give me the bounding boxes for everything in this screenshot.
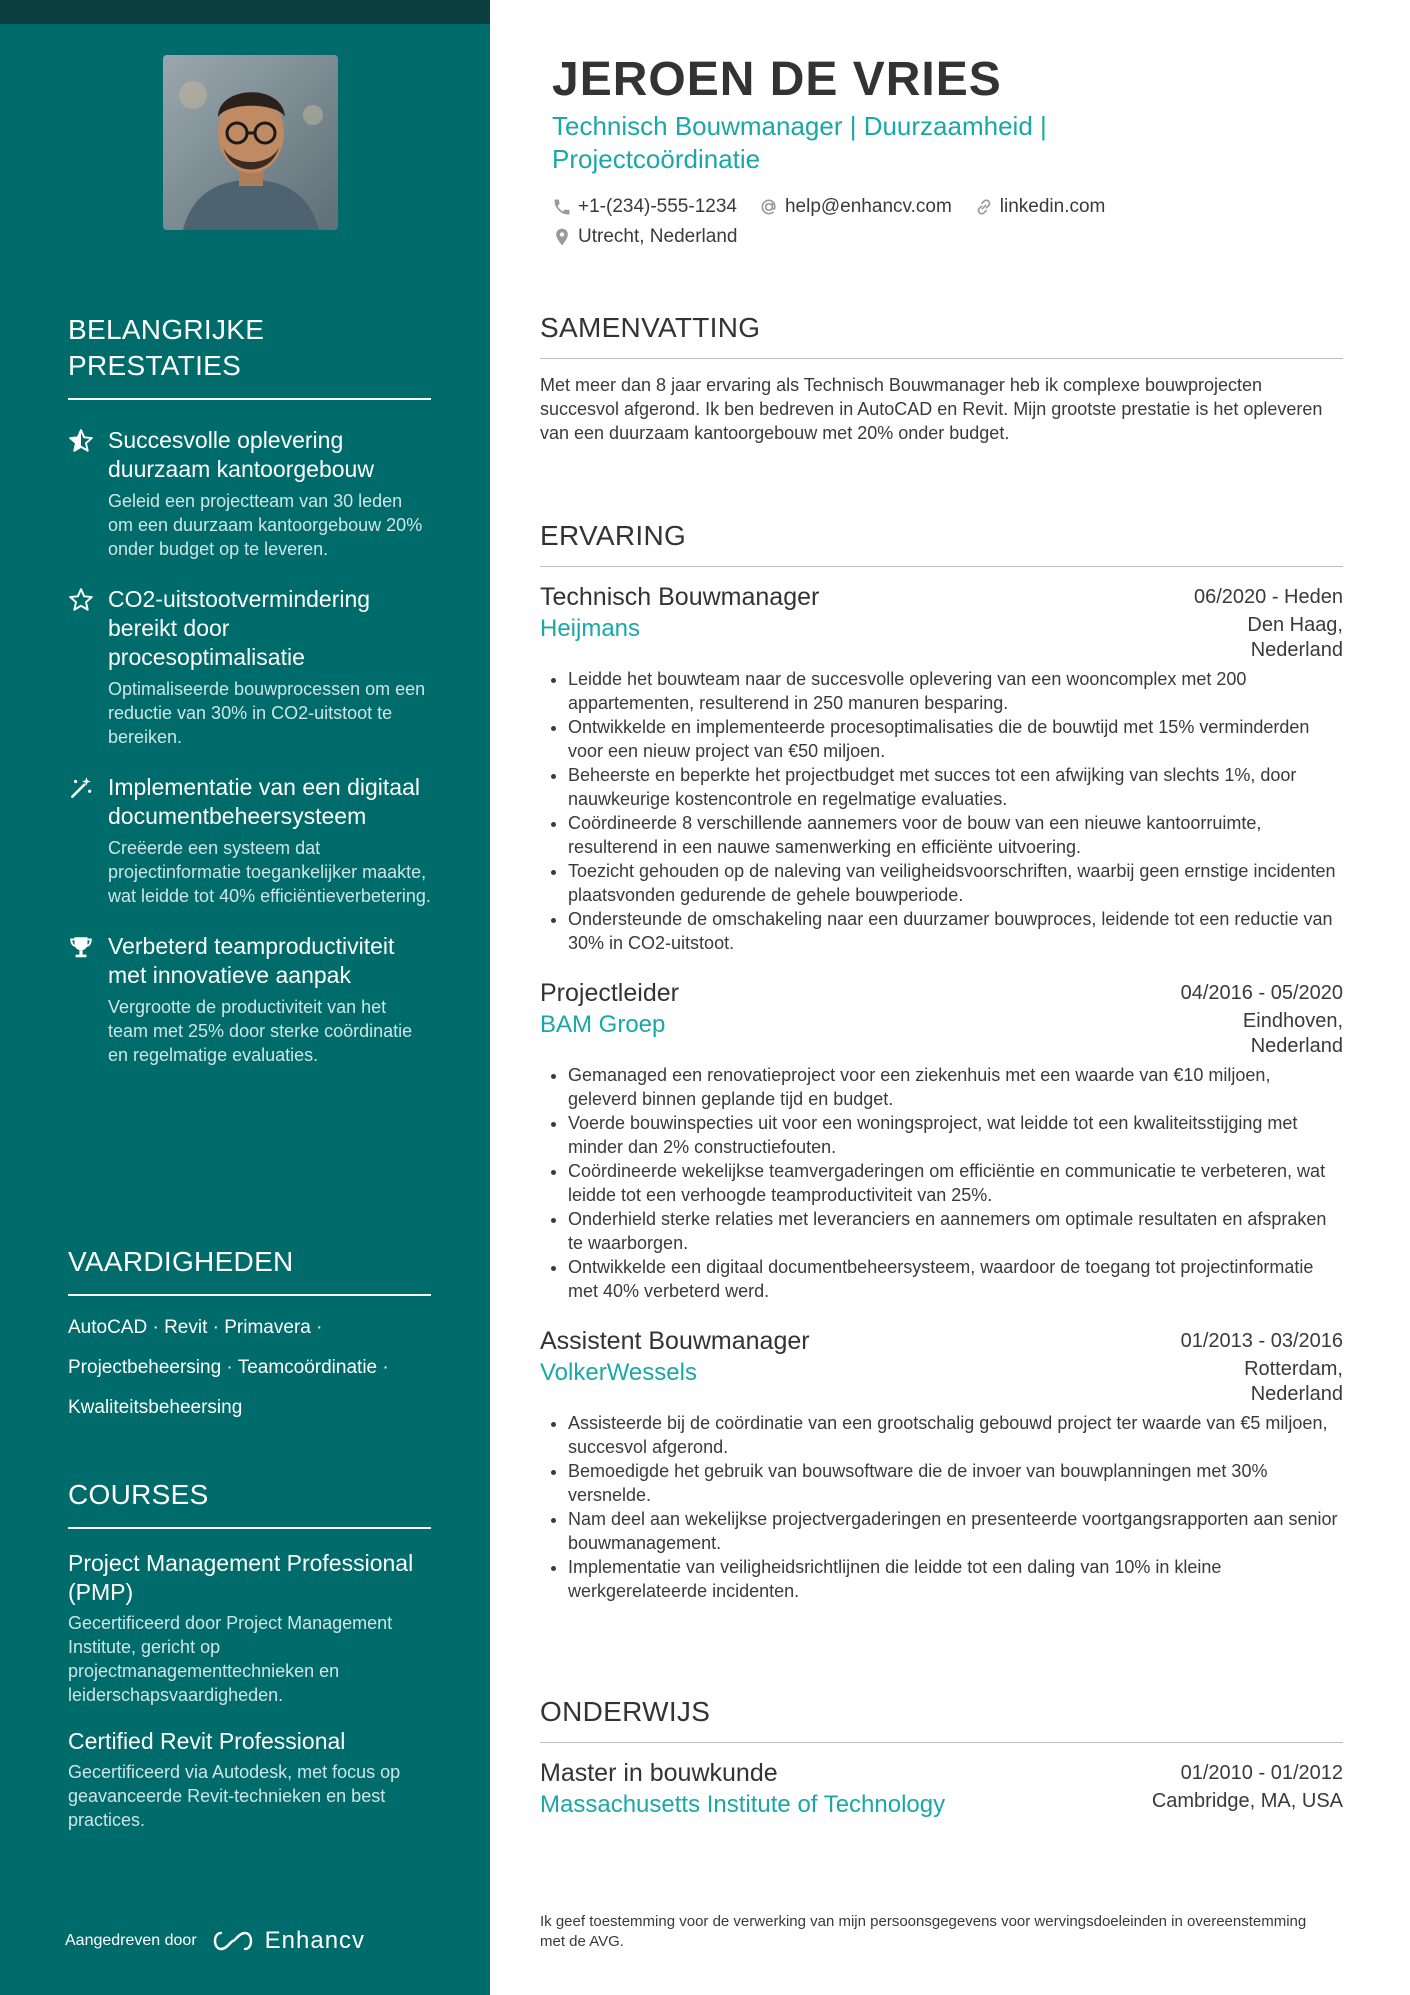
job-subheader	[540, 1009, 1343, 1059]
job-bullet: • Bemoedigde het gebruik van bouwsoftware die de invoer van bouwplanningen met 30% versnelde.	[568, 1459, 1343, 1507]
contact-info	[552, 192, 1332, 252]
job-bullet: • Implementatie van veiligheidsrichtlijnen die leidde tot een daling van 10% in kleine werkgerelateerde incidenten.	[568, 1555, 1343, 1603]
achievement-title: Verbeterd teamproductiviteit met innovatieve aanpak	[108, 933, 395, 988]
education-section	[540, 1694, 1343, 1821]
job-location: Rotterdam, Nederland	[1244, 1358, 1343, 1405]
course-item	[68, 1549, 431, 1707]
consent-text: Ik geef toestemming voor de verwerking van mijn persoonsgegevens voor wervingsdoeleinden in overeenstemming met de AVG.	[540, 1913, 1307, 1950]
job-subheader	[540, 1357, 1343, 1407]
course-item	[68, 1727, 431, 1832]
skills-line: Kwaliteitsbeheersing	[68, 1397, 243, 1418]
job-company: Heijmans	[540, 615, 641, 642]
star-half-icon	[68, 428, 94, 454]
link-icon	[974, 197, 994, 217]
achievement-title: CO2-uitstootvermindering bereikt door procesoptimalisatie	[108, 586, 371, 670]
job-location: Den Haag, Nederland	[1247, 614, 1343, 661]
courses-heading: COURSES	[68, 1477, 431, 1529]
education-date: 01/2010 - 01/2012	[1180, 1762, 1343, 1784]
phone-icon	[552, 197, 572, 217]
achievement-title: Succesvolle oplevering duurzaam kantoorgebouw	[108, 427, 374, 482]
summary-section	[540, 310, 1343, 445]
powered-by-label: Aangedreven door	[65, 1932, 197, 1949]
skills-line: AutoCAD · Revit · Primavera ·	[68, 1317, 323, 1338]
phone-text: +1-(234)-555-1234	[578, 196, 737, 217]
course-desc: Gecertificeerd door Project Management Institute, gericht op projectmanagementtechnieken en leiderschapsvaardigheden.	[68, 1613, 393, 1705]
job-bullet: • Ondersteunde de omschakeling naar een duurzamer bouwproces, leidende tot een reductie van 30% in CO2-uitstoot.	[568, 907, 1343, 955]
skills-line: Projectbeheersing · Teamcoördinatie ·	[68, 1357, 389, 1378]
achievement-item	[68, 426, 431, 561]
contact-row	[552, 192, 1332, 222]
education-entry	[540, 1757, 1343, 1821]
contact-linkedin[interactable]	[974, 192, 1106, 222]
job-bullet: • Beheerste en beperkte het projectbudget met succes tot een afwijking van slechts 1%, door nauwkeurige kostencontrole en regelmatige evaluaties.	[568, 763, 1343, 811]
job-bullet: • Onderhield sterke relaties met leveranciers en aannemers om optimale resultaten en afspraken te waarborgen.	[568, 1207, 1343, 1255]
achievement-desc: Creëerde een systeem dat projectinformatie toegankelijker maakte, wat leidde tot 40% efficiëntieverbetering.	[108, 838, 431, 906]
education-location: Cambridge, MA, USA	[1151, 1790, 1343, 1812]
job-bullets	[540, 1411, 1343, 1603]
education-school: Massachusetts Institute of Technology	[540, 1791, 946, 1818]
achievements-section	[68, 312, 431, 1067]
course-title: Project Management Professional (PMP)	[68, 1550, 414, 1605]
education-heading: ONDERWIJS	[540, 1694, 1343, 1743]
summary-heading: SAMENVATTING	[540, 310, 1343, 359]
job-bullet: • Coördineerde wekelijkse teamvergaderingen om efficiëntie en communicatie te verbeteren, wat leidde tot een verhoogde teamproductiviteit van 25%.	[568, 1159, 1343, 1207]
skills-heading: VAARDIGHEDEN	[68, 1244, 431, 1296]
location-pin-icon	[552, 227, 572, 247]
education-subheader	[540, 1789, 1343, 1821]
job-header	[540, 581, 1343, 613]
job-header	[540, 1325, 1343, 1357]
sidebar	[0, 0, 490, 1995]
experience-section	[540, 518, 1343, 1603]
job-company: BAM Groep	[540, 1011, 666, 1038]
achievement-title: Implementatie van een digitaal documentbeheersysteem	[108, 774, 420, 829]
job-company: VolkerWessels	[540, 1359, 697, 1386]
achievement-item	[68, 932, 431, 1067]
job-bullets	[540, 667, 1343, 955]
achievement-item	[68, 585, 431, 749]
contact-row	[552, 222, 1332, 252]
job-subheader	[540, 613, 1343, 663]
job-bullets	[540, 1063, 1343, 1303]
achievement-desc: Geleid een projectteam van 30 leden om een duurzaam kantoorgebouw 20% onder budget op te leveren.	[108, 491, 423, 559]
job-bullet: • Ontwikkelde en implementeerde procesoptimalisaties die de bouwtijd met 15% verminderden voor een nieuw project van €50 miljoen.	[568, 715, 1343, 763]
education-degree: Master in bouwkunde	[540, 1759, 778, 1787]
job-bullet: • Nam deel aan wekelijkse projectvergaderingen en presenteerde voortgangsrapporten aan senior bouwmanagement.	[568, 1507, 1343, 1555]
job-bullet: • Toezicht gehouden op de naleving van veiligheidsvoorschriften, waarbij geen ernstige incidenten plaatsvonden gedurende de gehele bouwperiode.	[568, 859, 1343, 907]
job-bullet: • Assisteerde bij de coördinatie van een grootschalig gebouwd project ter waarde van €5 miljoen, succesvol afgerond.	[568, 1411, 1343, 1459]
job-entry	[540, 581, 1343, 955]
job-date: 04/2016 - 05/2020	[1180, 982, 1343, 1004]
job-title: Projectleider	[540, 979, 679, 1007]
location-text: Utrecht, Nederland	[578, 226, 738, 247]
job-date: 01/2013 - 03/2016	[1180, 1330, 1343, 1352]
trophy-icon	[68, 934, 94, 960]
at-icon	[759, 197, 779, 217]
course-title: Certified Revit Professional	[68, 1728, 346, 1754]
achievement-item	[68, 773, 431, 908]
job-title: Technisch Bouwmanager	[540, 583, 820, 611]
summary-text: Met meer dan 8 jaar ervaring als Technisch Bouwmanager heb ik complexe bouwprojecten succesvol afgerond. Ik ben bedreven in AutoCAD en Revit. Mijn grootste prestatie is het opleveren van een duurzaam kantoorgebouw met 20% onder budget.	[540, 375, 1323, 443]
job-bullet: • Gemanaged een renovatieproject voor een ziekenhuis met een waarde van €10 miljoen, geleverd binnen geplande tijd en budget.	[568, 1063, 1343, 1111]
contact-email[interactable]	[759, 192, 952, 222]
course-desc: Gecertificeerd via Autodesk, met focus op geavanceerde Revit-technieken en best practices.	[68, 1762, 401, 1830]
skills-list	[68, 1308, 431, 1428]
achievement-desc: Vergrootte de productiviteit van het team met 25% door sterke coördinatie en regelmatige evaluaties.	[108, 997, 413, 1065]
experience-heading: ERVARING	[540, 518, 1343, 567]
linkedin-text: linkedin.com	[999, 196, 1106, 217]
education-header	[540, 1757, 1343, 1789]
contact-location	[552, 222, 737, 252]
job-header	[540, 977, 1343, 1009]
email-text: help@enhancv.com	[784, 196, 952, 217]
achievement-desc: Optimaliseerde bouwprocessen om een reductie van 30% in CO2-uitstoot te bereiken.	[108, 679, 426, 747]
brand-name: Enhancv	[264, 1927, 366, 1954]
job-bullet: • Leidde het bouwteam naar de succesvolle oplevering van een wooncomplex met 200 appartementen, resulterend in 250 manuren besparing.	[568, 667, 1343, 715]
job-date: 06/2020 - Heden	[1193, 586, 1343, 608]
contact-phone	[552, 192, 737, 222]
courses-section	[68, 1477, 431, 1832]
job-bullet: • Ontwikkelde een digitaal documentbeheersysteem, waardoor de toegang tot projectinformatie met 40% verbeterd werd.	[568, 1255, 1343, 1303]
job-entry	[540, 1325, 1343, 1603]
profile-photo	[163, 55, 338, 230]
candidate-name: JEROEN DE VRIES	[552, 53, 1002, 106]
job-title: Assistent Bouwmanager	[540, 1327, 810, 1355]
sidebar-top-band	[0, 0, 490, 24]
job-location: Eindhoven, Nederland	[1242, 1010, 1343, 1057]
profile-photo-image	[163, 55, 338, 230]
enhancv-logo-icon	[209, 1929, 257, 1953]
powered-by	[65, 1926, 365, 1956]
skills-section	[68, 1244, 431, 1428]
candidate-subtitle: Technisch Bouwmanager | Duurzaamheid | Projectcoördinatie	[552, 111, 1047, 174]
star-icon	[68, 587, 94, 613]
job-entry	[540, 977, 1343, 1303]
job-bullet: • Voerde bouwinspecties uit voor een woningsproject, wat leidde tot een kwaliteitsstijging met minder dan 2% constructiefouten.	[568, 1111, 1343, 1159]
magic-wand-icon	[68, 775, 94, 801]
job-bullet: • Coördineerde 8 verschillende aannemers voor de bouw van een nieuwe kantoorruimte, resulterend in een nauwe samenwerking en efficiënte uitvoering.	[568, 811, 1343, 859]
achievements-heading: BELANGRIJKE PRESTATIES	[68, 312, 431, 400]
